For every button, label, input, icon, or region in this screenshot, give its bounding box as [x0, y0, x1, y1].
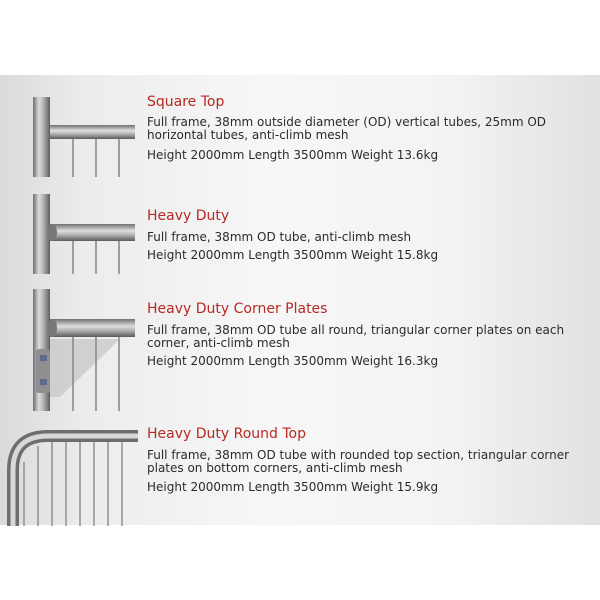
product-title: Heavy Duty Round Top: [147, 426, 306, 442]
product-description: Full frame, 38mm OD tube all round, triangular corner plates on each corner, anti-climb mesh: [147, 323, 565, 350]
product-specs: Height 2000mm Length 3500mm Weight 13.6kg: [147, 148, 439, 162]
product-specs: Height 2000mm Length 3500mm Weight 15.8kg: [147, 248, 439, 262]
product-specs: Height 2000mm Length 3500mm Weight 16.3kg: [147, 354, 439, 368]
corner-plate-fence-image: [0, 289, 135, 411]
product-title: Square Top: [147, 94, 225, 110]
square-top-fence-image: [0, 97, 135, 177]
heavy-duty-fence-image: [0, 194, 135, 274]
product-title: Heavy Duty Corner Plates: [147, 301, 328, 317]
product-title: Heavy Duty: [147, 208, 230, 224]
round-top-fence-image: [0, 422, 138, 526]
product-description: Full frame, 38mm OD tube, anti-climb mesh: [147, 230, 412, 244]
product-description: Full frame, 38mm outside diameter (OD) vertical tubes, 25mm OD horizontal tubes, anti-climb mesh: [147, 115, 547, 142]
product-specs: Height 2000mm Length 3500mm Weight 15.9kg: [147, 480, 439, 494]
product-description: Full frame, 38mm OD tube with rounded top section, triangular corner plates on bottom corners, anti-climb mesh: [147, 448, 570, 475]
